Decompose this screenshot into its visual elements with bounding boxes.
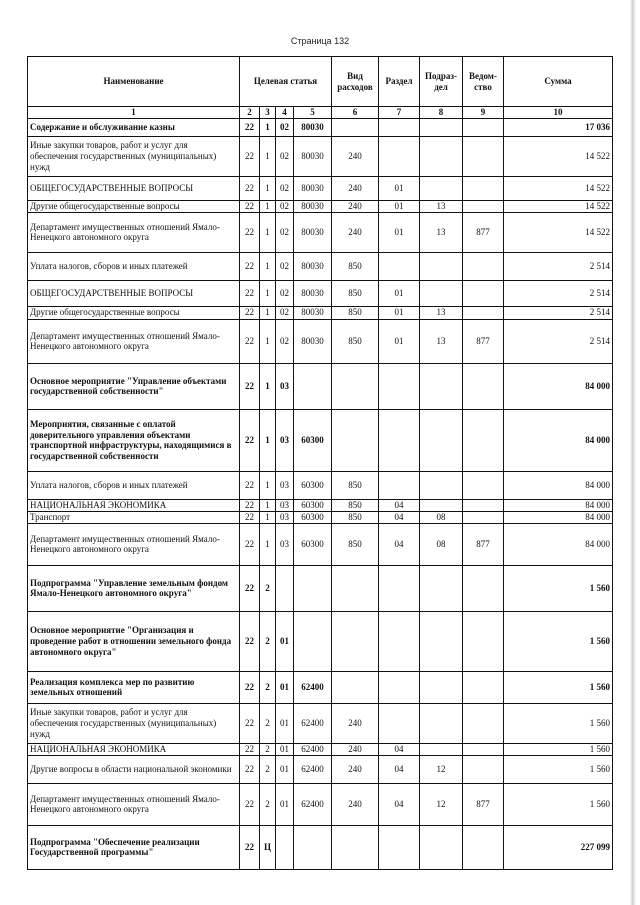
expense-type-code: 240 (332, 755, 379, 783)
expense-type-code: 850 (332, 319, 379, 363)
department-code (463, 306, 504, 319)
target-code-activity: 02 (276, 136, 294, 176)
table-row (28, 471, 613, 499)
subsection-code (420, 743, 463, 755)
section-code: 04 (379, 783, 420, 825)
section-code: 01 (379, 212, 420, 252)
table-row (28, 409, 613, 471)
department-code (463, 136, 504, 176)
target-code-subprogram: 1 (260, 200, 276, 212)
expense-type-code (332, 565, 379, 611)
table-row (28, 252, 613, 280)
expense-type-code: 850 (332, 471, 379, 499)
row-name: Департамент имущественных отношений Ямало-Ненецкого автономного округа (28, 319, 240, 363)
sum-value: 14 522 (504, 212, 613, 252)
department-code (463, 703, 504, 743)
table-row (28, 755, 613, 783)
target-code-subprogram: 1 (260, 252, 276, 280)
table-row (28, 118, 613, 136)
subsection-code: 12 (420, 755, 463, 783)
sum-value: 84 000 (504, 363, 613, 409)
row-name: Департамент имущественных отношений Ямало-Ненецкого автономного округа (28, 212, 240, 252)
target-code-program: 22 (240, 565, 260, 611)
table-row (28, 743, 613, 755)
sum-value: 2 514 (504, 252, 613, 280)
target-code-program: 22 (240, 200, 260, 212)
expense-type-code (332, 825, 379, 869)
subsection-code: 13 (420, 200, 463, 212)
department-code (463, 825, 504, 869)
sum-value: 1 560 (504, 611, 613, 671)
sum-value: 84 000 (504, 409, 613, 471)
table-row (28, 825, 613, 869)
row-name: Основное мероприятие "Организация и проведение работ в отношении земельного фонда автономного округа" (28, 611, 240, 671)
expense-type-code (332, 671, 379, 703)
expense-type-code: 240 (332, 200, 379, 212)
subsection-code (420, 565, 463, 611)
subsection-code: 08 (420, 511, 463, 523)
target-code-activity: 02 (276, 319, 294, 363)
header-row (28, 57, 613, 107)
department-code (463, 176, 504, 200)
column-number: 5 (294, 107, 332, 119)
target-code-program: 22 (240, 118, 260, 136)
target-code-program: 22 (240, 755, 260, 783)
column-number-row (28, 107, 613, 119)
header-target-article: Целевая статья (240, 57, 332, 107)
target-code-direction: 62400 (294, 671, 332, 703)
target-code-activity: 01 (276, 755, 294, 783)
target-code-direction: 62400 (294, 783, 332, 825)
column-number: 8 (420, 107, 463, 119)
department-code (463, 280, 504, 306)
target-code-subprogram: 1 (260, 511, 276, 523)
subsection-code (420, 176, 463, 200)
target-code-subprogram: 2 (260, 743, 276, 755)
expense-type-code: 240 (332, 783, 379, 825)
header-department: Ведом-ство (463, 57, 504, 107)
subsection-code: 12 (420, 783, 463, 825)
table-row (28, 319, 613, 363)
target-code-subprogram: 2 (260, 703, 276, 743)
row-name: Подпрограмма "Управление земельным фондом Ямало-Ненецкого автономного округа" (28, 565, 240, 611)
expense-type-code (332, 409, 379, 471)
department-code (463, 118, 504, 136)
table-row (28, 511, 613, 523)
sum-value: 1 560 (504, 743, 613, 755)
target-code-program: 22 (240, 212, 260, 252)
target-code-activity: 03 (276, 409, 294, 471)
section-code: 01 (379, 200, 420, 212)
target-code-subprogram: 1 (260, 363, 276, 409)
target-code-direction: 80030 (294, 306, 332, 319)
section-code: 04 (379, 743, 420, 755)
target-code-activity: 01 (276, 783, 294, 825)
target-code-activity: 02 (276, 200, 294, 212)
table-row (28, 212, 613, 252)
scan-edge-shadow (630, 0, 636, 905)
target-code-subprogram: 1 (260, 319, 276, 363)
subsection-code (420, 136, 463, 176)
section-code (379, 671, 420, 703)
sum-value: 17 036 (504, 118, 613, 136)
section-code (379, 136, 420, 176)
section-code: 01 (379, 280, 420, 306)
section-code (379, 118, 420, 136)
target-code-direction: 60300 (294, 499, 332, 511)
subsection-code: 13 (420, 319, 463, 363)
target-code-direction: 80030 (294, 118, 332, 136)
row-name: НАЦИОНАЛЬНАЯ ЭКОНОМИКА (28, 743, 240, 755)
column-number: 6 (332, 107, 379, 119)
sum-value: 1 560 (504, 565, 613, 611)
section-code: 01 (379, 176, 420, 200)
target-code-direction: 80030 (294, 252, 332, 280)
section-code (379, 703, 420, 743)
row-name: Иные закупки товаров, работ и услуг для обеспечения государственных (муниципальных) нужд (28, 703, 240, 743)
row-name: Реализация комплекса мер по развитию земельных отношений (28, 671, 240, 703)
target-code-program: 22 (240, 176, 260, 200)
sum-value: 14 522 (504, 200, 613, 212)
target-code-subprogram: 2 (260, 755, 276, 783)
expense-type-code: 240 (332, 136, 379, 176)
target-code-program: 22 (240, 783, 260, 825)
department-code (463, 409, 504, 471)
table-row (28, 200, 613, 212)
target-code-program: 22 (240, 671, 260, 703)
target-code-direction (294, 565, 332, 611)
table-row (28, 671, 613, 703)
expense-type-code: 240 (332, 703, 379, 743)
department-code (463, 252, 504, 280)
target-code-subprogram: 2 (260, 783, 276, 825)
row-name: Уплата налогов, сборов и иных платежей (28, 471, 240, 499)
row-name: Уплата налогов, сборов и иных платежей (28, 252, 240, 280)
target-code-subprogram: 2 (260, 611, 276, 671)
target-code-subprogram: 1 (260, 176, 276, 200)
target-code-direction: 80030 (294, 280, 332, 306)
subsection-code: 13 (420, 212, 463, 252)
table-row (28, 499, 613, 511)
row-name: Содержание и обслуживание казны (28, 118, 240, 136)
header-subsection: Подраз-дел (420, 57, 463, 107)
section-code: 01 (379, 306, 420, 319)
target-code-direction: 60300 (294, 409, 332, 471)
expense-type-code: 850 (332, 523, 379, 565)
target-code-subprogram: 1 (260, 409, 276, 471)
subsection-code: 08 (420, 523, 463, 565)
target-code-direction: 80030 (294, 212, 332, 252)
target-code-activity: 01 (276, 743, 294, 755)
target-code-activity: 01 (276, 671, 294, 703)
target-code-program: 22 (240, 319, 260, 363)
expense-type-code: 850 (332, 280, 379, 306)
target-code-direction: 80030 (294, 319, 332, 363)
target-code-subprogram: 1 (260, 280, 276, 306)
target-code-direction: 62400 (294, 743, 332, 755)
subsection-code (420, 409, 463, 471)
target-code-activity (276, 565, 294, 611)
target-code-subprogram: 1 (260, 212, 276, 252)
section-code: 04 (379, 499, 420, 511)
target-code-activity: 03 (276, 523, 294, 565)
department-code (463, 611, 504, 671)
target-code-subprogram: 1 (260, 471, 276, 499)
column-number: 3 (260, 107, 276, 119)
target-code-direction: 60300 (294, 471, 332, 499)
row-name: Основное мероприятие "Управление объектами государственной собственности" (28, 363, 240, 409)
section-code (379, 363, 420, 409)
column-number: 4 (276, 107, 294, 119)
target-code-activity: 03 (276, 471, 294, 499)
table-row (28, 363, 613, 409)
table-row (28, 306, 613, 319)
target-code-direction: 80030 (294, 136, 332, 176)
expense-type-code: 850 (332, 252, 379, 280)
sum-value: 14 522 (504, 136, 613, 176)
subsection-code (420, 363, 463, 409)
section-code (379, 252, 420, 280)
department-code (463, 471, 504, 499)
target-code-direction: 60300 (294, 523, 332, 565)
sum-value: 2 514 (504, 319, 613, 363)
department-code: 877 (463, 783, 504, 825)
target-code-subprogram: 1 (260, 306, 276, 319)
expense-type-code: 240 (332, 176, 379, 200)
subsection-code (420, 252, 463, 280)
department-code (463, 200, 504, 212)
table-row (28, 280, 613, 306)
budget-table (27, 56, 613, 870)
department-code: 877 (463, 212, 504, 252)
column-number: 9 (463, 107, 504, 119)
target-code-direction (294, 825, 332, 869)
expense-type-code (332, 611, 379, 671)
department-code (463, 565, 504, 611)
department-code (463, 363, 504, 409)
sum-value: 1 560 (504, 755, 613, 783)
target-code-subprogram: 1 (260, 499, 276, 511)
sum-value: 1 560 (504, 703, 613, 743)
target-code-program: 22 (240, 306, 260, 319)
expense-type-code: 850 (332, 511, 379, 523)
target-code-program: 22 (240, 499, 260, 511)
target-code-direction: 62400 (294, 755, 332, 783)
row-name: Мероприятия, связанные с оплатой доверительного управления объектами транспортной инфраструктуры, находящимися в государственной собственности (28, 409, 240, 471)
target-code-program: 22 (240, 611, 260, 671)
target-code-direction (294, 363, 332, 409)
sum-value: 84 000 (504, 523, 613, 565)
expense-type-code: 850 (332, 306, 379, 319)
section-code: 04 (379, 755, 420, 783)
row-name: ОБЩЕГОСУДАРСТВЕННЫЕ ВОПРОСЫ (28, 280, 240, 306)
target-code-activity: 03 (276, 499, 294, 511)
target-code-subprogram: Ц (260, 825, 276, 869)
section-code (379, 565, 420, 611)
row-name: Департамент имущественных отношений Ямало-Ненецкого автономного округа (28, 783, 240, 825)
sum-value: 2 514 (504, 306, 613, 319)
table-row (28, 523, 613, 565)
target-code-activity: 02 (276, 306, 294, 319)
row-name: Иные закупки товаров, работ и услуг для обеспечения государственных (муниципальных) нужд (28, 136, 240, 176)
target-code-subprogram: 1 (260, 136, 276, 176)
target-code-program: 22 (240, 280, 260, 306)
department-code (463, 671, 504, 703)
subsection-code: 13 (420, 306, 463, 319)
target-code-program: 22 (240, 471, 260, 499)
target-code-activity: 02 (276, 212, 294, 252)
header-name: Наименование (28, 57, 240, 107)
table-row (28, 611, 613, 671)
target-code-activity: 03 (276, 511, 294, 523)
target-code-subprogram: 2 (260, 565, 276, 611)
sum-value: 84 000 (504, 471, 613, 499)
column-number: 10 (504, 107, 613, 119)
target-code-program: 22 (240, 743, 260, 755)
target-code-subprogram: 1 (260, 523, 276, 565)
expense-type-code (332, 118, 379, 136)
column-number: 7 (379, 107, 420, 119)
subsection-code (420, 703, 463, 743)
target-code-activity (276, 825, 294, 869)
row-name: Департамент имущественных отношений Ямало-Ненецкого автономного округа (28, 523, 240, 565)
target-code-program: 22 (240, 252, 260, 280)
subsection-code (420, 118, 463, 136)
column-number: 2 (240, 107, 260, 119)
target-code-activity: 02 (276, 280, 294, 306)
target-code-program: 22 (240, 703, 260, 743)
target-code-subprogram: 1 (260, 118, 276, 136)
target-code-direction: 80030 (294, 200, 332, 212)
header-section: Раздел (379, 57, 420, 107)
sum-value: 1 560 (504, 671, 613, 703)
column-number: 1 (28, 107, 240, 119)
target-code-direction: 62400 (294, 703, 332, 743)
sum-value: 14 522 (504, 176, 613, 200)
section-code (379, 611, 420, 671)
target-code-activity: 02 (276, 252, 294, 280)
expense-type-code (332, 363, 379, 409)
expense-type-code: 240 (332, 212, 379, 252)
expense-type-code: 850 (332, 499, 379, 511)
target-code-program: 22 (240, 409, 260, 471)
department-code (463, 743, 504, 755)
section-code: 04 (379, 523, 420, 565)
target-code-direction (294, 611, 332, 671)
header-expense-type: Вид расходов (332, 57, 379, 107)
row-name: Транспорт (28, 511, 240, 523)
subsection-code (420, 499, 463, 511)
subsection-code (420, 825, 463, 869)
row-name: ОБЩЕГОСУДАРСТВЕННЫЕ ВОПРОСЫ (28, 176, 240, 200)
department-code: 877 (463, 523, 504, 565)
section-code (379, 471, 420, 499)
row-name: Другие общегосударственные вопросы (28, 306, 240, 319)
row-name: Подпрограмма "Обеспечение реализации Государственной программы" (28, 825, 240, 869)
target-code-direction: 60300 (294, 511, 332, 523)
department-code (463, 511, 504, 523)
subsection-code (420, 471, 463, 499)
target-code-subprogram: 2 (260, 671, 276, 703)
table-row (28, 176, 613, 200)
sum-value: 1 560 (504, 783, 613, 825)
table-row (28, 783, 613, 825)
section-code: 04 (379, 511, 420, 523)
table-row (28, 136, 613, 176)
page-number-label: Страница 132 (290, 36, 350, 46)
target-code-activity: 01 (276, 703, 294, 743)
header-sum: Сумма (504, 57, 613, 107)
table-row (28, 565, 613, 611)
expense-type-code: 240 (332, 743, 379, 755)
department-code (463, 499, 504, 511)
target-code-program: 22 (240, 523, 260, 565)
table-row (28, 703, 613, 743)
target-code-activity: 02 (276, 118, 294, 136)
department-code: 877 (463, 319, 504, 363)
sum-value: 84 000 (504, 499, 613, 511)
row-name: Другие общегосударственные вопросы (28, 200, 240, 212)
section-code (379, 825, 420, 869)
target-code-activity: 02 (276, 176, 294, 200)
target-code-direction: 80030 (294, 176, 332, 200)
target-code-activity: 03 (276, 363, 294, 409)
sum-value: 227 099 (504, 825, 613, 869)
target-code-program: 22 (240, 363, 260, 409)
subsection-code (420, 671, 463, 703)
subsection-code (420, 611, 463, 671)
section-code (379, 409, 420, 471)
department-code (463, 755, 504, 783)
row-name: НАЦИОНАЛЬНАЯ ЭКОНОМИКА (28, 499, 240, 511)
target-code-program: 22 (240, 511, 260, 523)
section-code: 01 (379, 319, 420, 363)
sum-value: 84 000 (504, 511, 613, 523)
target-code-activity: 01 (276, 611, 294, 671)
row-name: Другие вопросы в области национальной экономики (28, 755, 240, 783)
subsection-code (420, 280, 463, 306)
sum-value: 2 514 (504, 280, 613, 306)
target-code-program: 22 (240, 136, 260, 176)
target-code-program: 22 (240, 825, 260, 869)
